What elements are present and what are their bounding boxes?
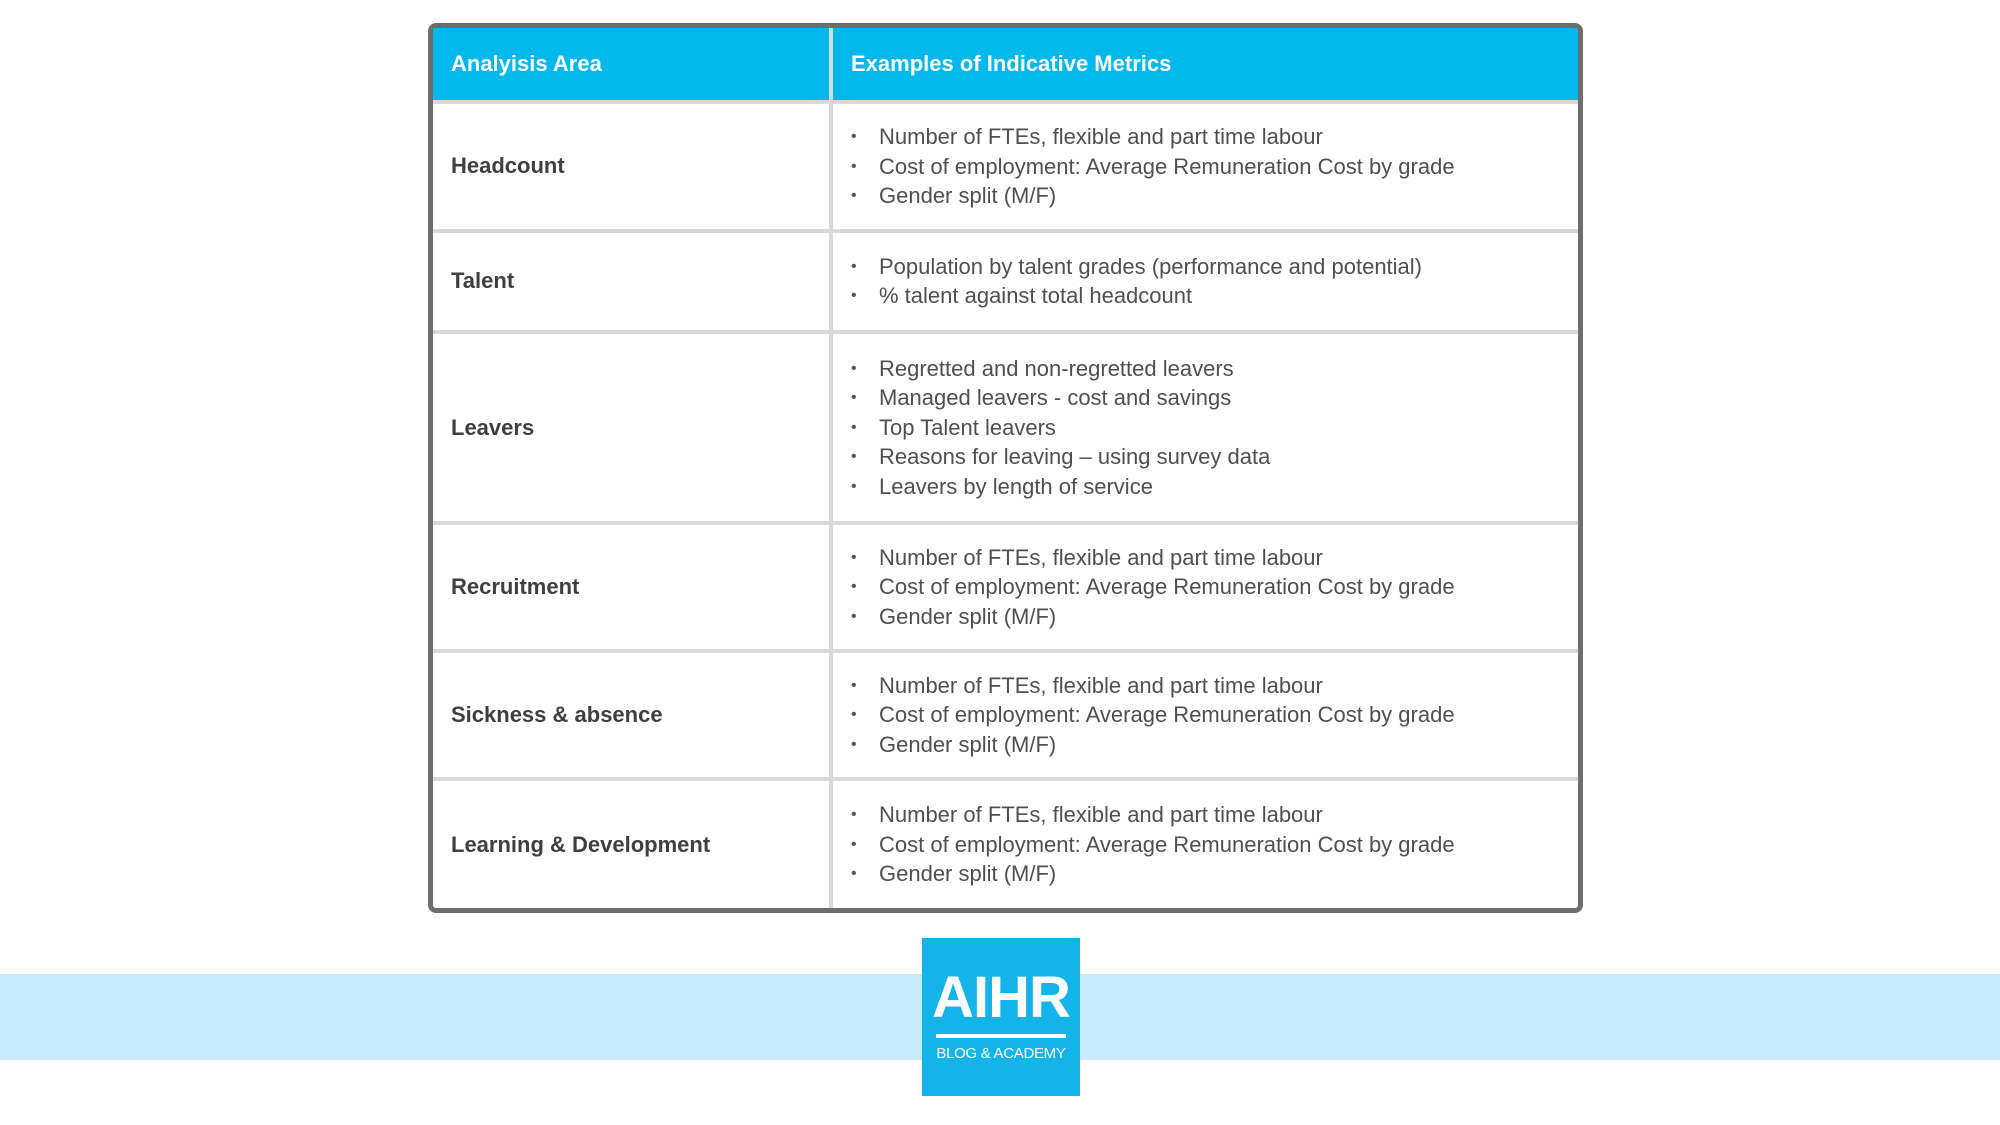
indicative-metrics-header: Examples of Indicative Metrics [831, 28, 1578, 102]
metric-list [851, 800, 1577, 889]
metric-text: Reasons for leaving – using survey data [879, 444, 1271, 470]
list-item [851, 442, 1577, 472]
analysis-area-cell: Talent [433, 231, 831, 332]
list-item [851, 830, 1577, 860]
metric-text: Cost of employment: Average Remuneration Cost by grade [879, 574, 1455, 600]
metric-list [851, 671, 1577, 760]
aihr-logo [922, 938, 1080, 1096]
table-row [433, 102, 1578, 231]
metrics-cell [831, 102, 1578, 231]
metric-text: Gender split (M/F) [879, 603, 1057, 629]
bullet-icon: • [851, 187, 857, 205]
analysis-area-cell: Sickness & absence [433, 651, 831, 780]
bullet-icon: • [851, 548, 857, 566]
table-body [433, 102, 1578, 908]
table-row [433, 332, 1578, 524]
analysis-area-cell: Learning & Development [433, 779, 831, 908]
bullet-icon: • [851, 676, 857, 694]
list-item [851, 700, 1577, 730]
bullet-icon: • [851, 578, 857, 596]
list-item [851, 252, 1577, 282]
list-item [851, 730, 1577, 760]
bullet-icon: • [851, 735, 857, 753]
bullet-icon: • [851, 835, 857, 853]
table-row [433, 779, 1578, 908]
list-item [851, 181, 1577, 211]
metric-text: Gender split (M/F) [879, 861, 1057, 887]
metric-text: Cost of employment: Average Remuneration Cost by grade [879, 153, 1455, 179]
metric-list [851, 252, 1577, 311]
metric-text: Managed leavers - cost and savings [879, 385, 1232, 411]
list-item [851, 472, 1577, 502]
metrics-cell [831, 523, 1578, 650]
metric-text: Number of FTEs, flexible and part time labour [879, 124, 1323, 150]
bullet-icon: • [851, 865, 857, 883]
bullet-icon: • [851, 448, 857, 466]
logo-subtitle: BLOG & ACADEMY [936, 1045, 1066, 1062]
list-item [851, 354, 1577, 384]
list-item [851, 152, 1577, 182]
table-row [433, 523, 1578, 650]
analysis-area-header: Analyisis Area [433, 28, 831, 102]
analysis-area-cell: Leavers [433, 332, 831, 524]
list-item [851, 800, 1577, 830]
metric-text: Cost of employment: Average Remuneration Cost by grade [879, 702, 1455, 728]
bullet-icon: • [851, 418, 857, 436]
list-item [851, 602, 1577, 632]
metrics-table-frame [428, 23, 1583, 913]
bullet-icon: • [851, 607, 857, 625]
list-item [851, 543, 1577, 573]
metric-text: Number of FTEs, flexible and part time labour [879, 802, 1323, 828]
bullet-icon: • [851, 157, 857, 175]
metric-text: Population by talent grades (performance and potential) [879, 253, 1423, 279]
metric-text: Top Talent leavers [879, 414, 1056, 440]
table-row [433, 231, 1578, 332]
metric-text: Leavers by length of service [879, 473, 1153, 499]
bullet-icon: • [851, 257, 857, 275]
list-item [851, 671, 1577, 701]
metrics-cell [831, 779, 1578, 908]
list-item [851, 122, 1577, 152]
metric-text: Number of FTEs, flexible and part time labour [879, 544, 1323, 570]
metric-text: Gender split (M/F) [879, 183, 1057, 209]
metric-text: Gender split (M/F) [879, 731, 1057, 757]
bullet-icon: • [851, 806, 857, 824]
bullet-icon: • [851, 706, 857, 724]
bullet-icon: • [851, 389, 857, 407]
bullet-icon: • [851, 477, 857, 495]
analysis-area-cell: Headcount [433, 102, 831, 231]
logo-wordmark: AIHR [932, 965, 1070, 1030]
metric-text: Cost of employment: Average Remuneration Cost by grade [879, 831, 1455, 857]
metric-text: Number of FTEs, flexible and part time labour [879, 672, 1323, 698]
logo-divider [936, 1034, 1066, 1038]
bullet-icon: • [851, 359, 857, 377]
metric-list [851, 543, 1577, 632]
analysis-area-cell: Recruitment [433, 523, 831, 650]
table-header-row [433, 28, 1578, 102]
list-item [851, 383, 1577, 413]
metrics-cell [831, 332, 1578, 524]
metric-list [851, 354, 1577, 502]
metrics-table [433, 28, 1578, 908]
bullet-icon: • [851, 128, 857, 146]
list-item [851, 572, 1577, 602]
metrics-cell [831, 651, 1578, 780]
bullet-icon: • [851, 287, 857, 305]
metric-text: % talent against total headcount [879, 283, 1193, 309]
list-item [851, 859, 1577, 889]
list-item [851, 281, 1577, 311]
metrics-cell [831, 231, 1578, 332]
metric-list [851, 122, 1577, 211]
table-row [433, 651, 1578, 780]
list-item [851, 413, 1577, 443]
metric-text: Regretted and non-regretted leavers [879, 355, 1234, 381]
